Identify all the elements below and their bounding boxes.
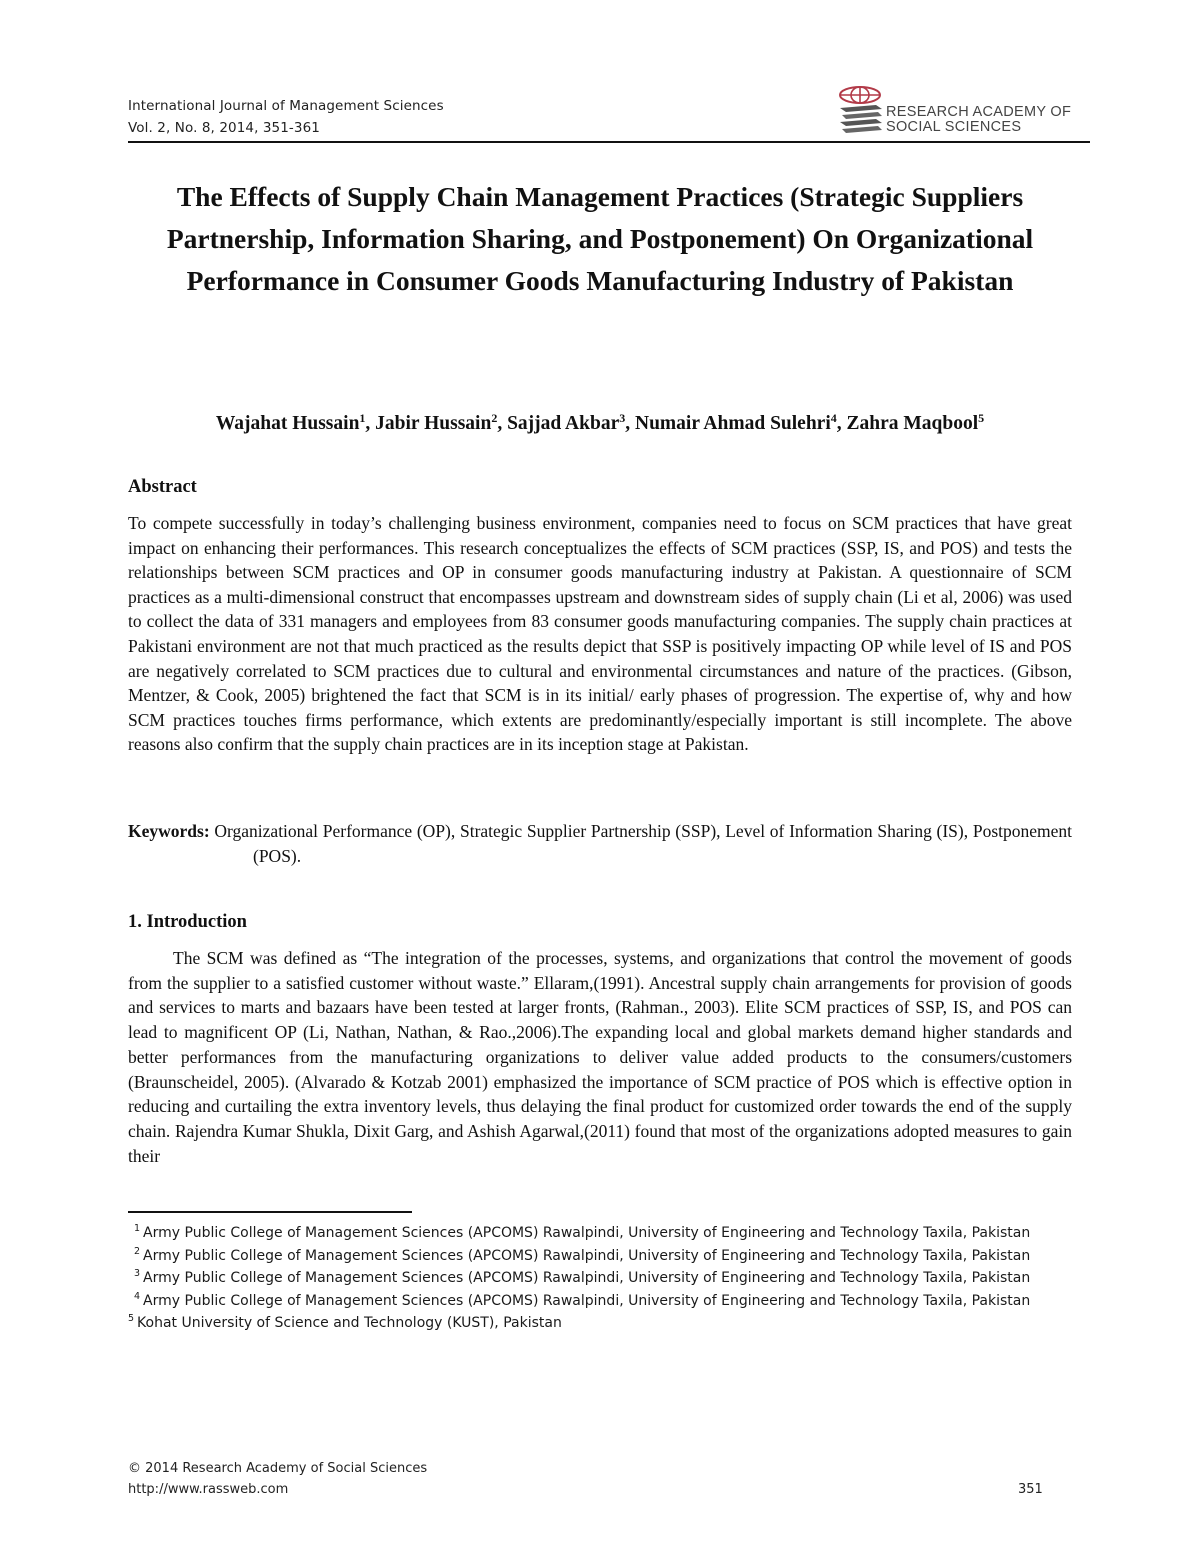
journal-name: International Journal of Management Sciences	[128, 98, 444, 114]
header-rule	[128, 141, 1090, 143]
publisher-logo	[836, 84, 1096, 140]
author-affiliation-mark: 2	[491, 411, 498, 425]
author-list: Wajahat Hussain$^1$, Jabir Hussain$^2$, Sajjad Akbar$^3$, Numair Ahmad Sulehri$^4$, Zahra Maqbool$^5$	[215, 411, 985, 434]
footnote-item	[128, 1312, 1072, 1335]
footnote-number: 4	[134, 1290, 141, 1302]
logo-line-1: RESEARCH ACADEMY OF	[886, 104, 1072, 120]
footnotes	[128, 1222, 1072, 1335]
footnote-text: Kohat University of Science and Technology (KUST), Pakistan	[137, 1315, 562, 1331]
keywords-text: Organizational Performance (OP), Strategic Supplier Partnership (SSP), Level of Information Sharing (IS), Postponement (POS).	[214, 821, 1072, 866]
author-affiliation-mark: 5	[978, 411, 985, 425]
footnote-number: 2	[134, 1245, 141, 1257]
footnote-item	[128, 1267, 1072, 1290]
footnote-text: Army Public College of Management Sciences (APCOMS) Rawalpindi, University of Engineering and Technology Taxila, Pakistan	[143, 1225, 1031, 1241]
section-heading-introduction: 1. Introduction	[128, 912, 247, 932]
footnote-item	[128, 1222, 1072, 1245]
books-globe-icon	[836, 84, 886, 140]
footnote-item	[128, 1245, 1072, 1268]
abstract-text: To compete successfully in today’s challenging business environment, companies need to focus on SCM practices that have great impact on enhancing their performances. This research conceptualizes the effects of SCM practices (SSP, IS, and POS) and tests the relationships between SCM practices and OP in consumer goods manufacturing industry at Pakistan. A questionnaire of SCM practices as a multi-dimensional construct that encompasses upstream and downstream sides of supply chain (Li et al, 2006) was used to collect the data of 331 managers and employees from 83 consumer goods manufacturing companies. The supply chain practices at Pakistani environment are not that much practiced as the results depict that SSP is positively impacting OP while level of IS and POS are negatively correlated to SCM practices due to cultural and environmental circumstances and nature of the practices. (Gibson, Mentzer, & Cook, 2005) brightened the fact that SCM is in its initial/ early phases of progression. The expertise of, why and how SCM practices touches firms performance, which extents are predominantly/especially important is still incomplete. The above reasons also confirm that the supply chain practices are in its inception stage at Pakistan.	[128, 513, 1072, 755]
author-name: Sajjad Akbar	[507, 413, 620, 434]
paper-title: The Effects of Supply Chain Management Practices (Strategic Suppliers Partnership, Information Sharing, and Postponement) On Organizational Performance in Consumer Goods Manufacturing Industry of Pakistan	[166, 181, 1034, 296]
abstract-heading: Abstract	[128, 477, 197, 497]
author-name: Jabir Hussain	[375, 413, 492, 434]
footer-copyright: © 2014 Research Academy of Social Sciences	[128, 1461, 428, 1476]
author-name: Wajahat Hussain	[215, 413, 360, 434]
author-name: Numair Ahmad Sulehri	[634, 413, 831, 434]
logo-line-2: SOCIAL SCIENCES	[886, 119, 1022, 135]
footnote-number: 5	[128, 1313, 135, 1324]
author-affiliation-mark: 3	[619, 411, 626, 425]
journal-volume: Vol. 2, No. 8, 2014, 351-361	[128, 120, 320, 136]
keywords	[128, 819, 1072, 868]
footnote-number: 1	[134, 1223, 141, 1234]
footnote-text: Army Public College of Management Sciences (APCOMS) Rawalpindi, University of Engineering and Technology Taxila, Pakistan	[143, 1270, 1031, 1286]
footer-url[interactable]: http://www.rassweb.com	[128, 1482, 289, 1497]
footnote-rule	[128, 1211, 412, 1213]
author-name: Zahra Maqbool	[846, 413, 979, 434]
introduction-text: The SCM was defined as “The integration of the processes, systems, and organizations that control the movement of goods from the supplier to a satisfied customer without waste.” Ellaram,(1991). Ancestral supply chain arrangements for provision of goods and services to marts and bazaars have been tested at larger fronts, (Rahman., 2003). Elite SCM practices of SSP, IS, and POS can lead to magnificent OP (Li, Nathan, Nathan, & Rao.,2006).The expanding local and global markets demand higher standards and better performances from the manufacturing organizations to deliver value added products to the consumers/customers (Braunscheidel, 2005). (Alvarado & Kotzab 2001) emphasized the importance of SCM practice of POS which is effective option in reducing and curtailing the extra inventory levels, thus delaying the final product for customized order towards the end of the supply chain. Rajendra Kumar Shukla, Dixit Garg, and Ashish Agarwal,(2011) found that most of the organizations adopted measures to gain their	[128, 948, 1072, 1166]
footnote-number: 3	[134, 1268, 141, 1279]
author-affiliation-mark: 4	[830, 411, 837, 425]
keywords-label: Keywords:	[128, 821, 210, 841]
page-number: 351	[1018, 1482, 1043, 1497]
footnote-text: Army Public College of Management Sciences (APCOMS) Rawalpindi, University of Engineering and Technology Taxila, Pakistan	[143, 1247, 1031, 1264]
author-affiliation-mark: 1	[359, 411, 366, 425]
footnote-text: Army Public College of Management Sciences (APCOMS) Rawalpindi, University of Engineering and Technology Taxila, Pakistan	[143, 1292, 1031, 1309]
footnote-item	[128, 1290, 1072, 1313]
